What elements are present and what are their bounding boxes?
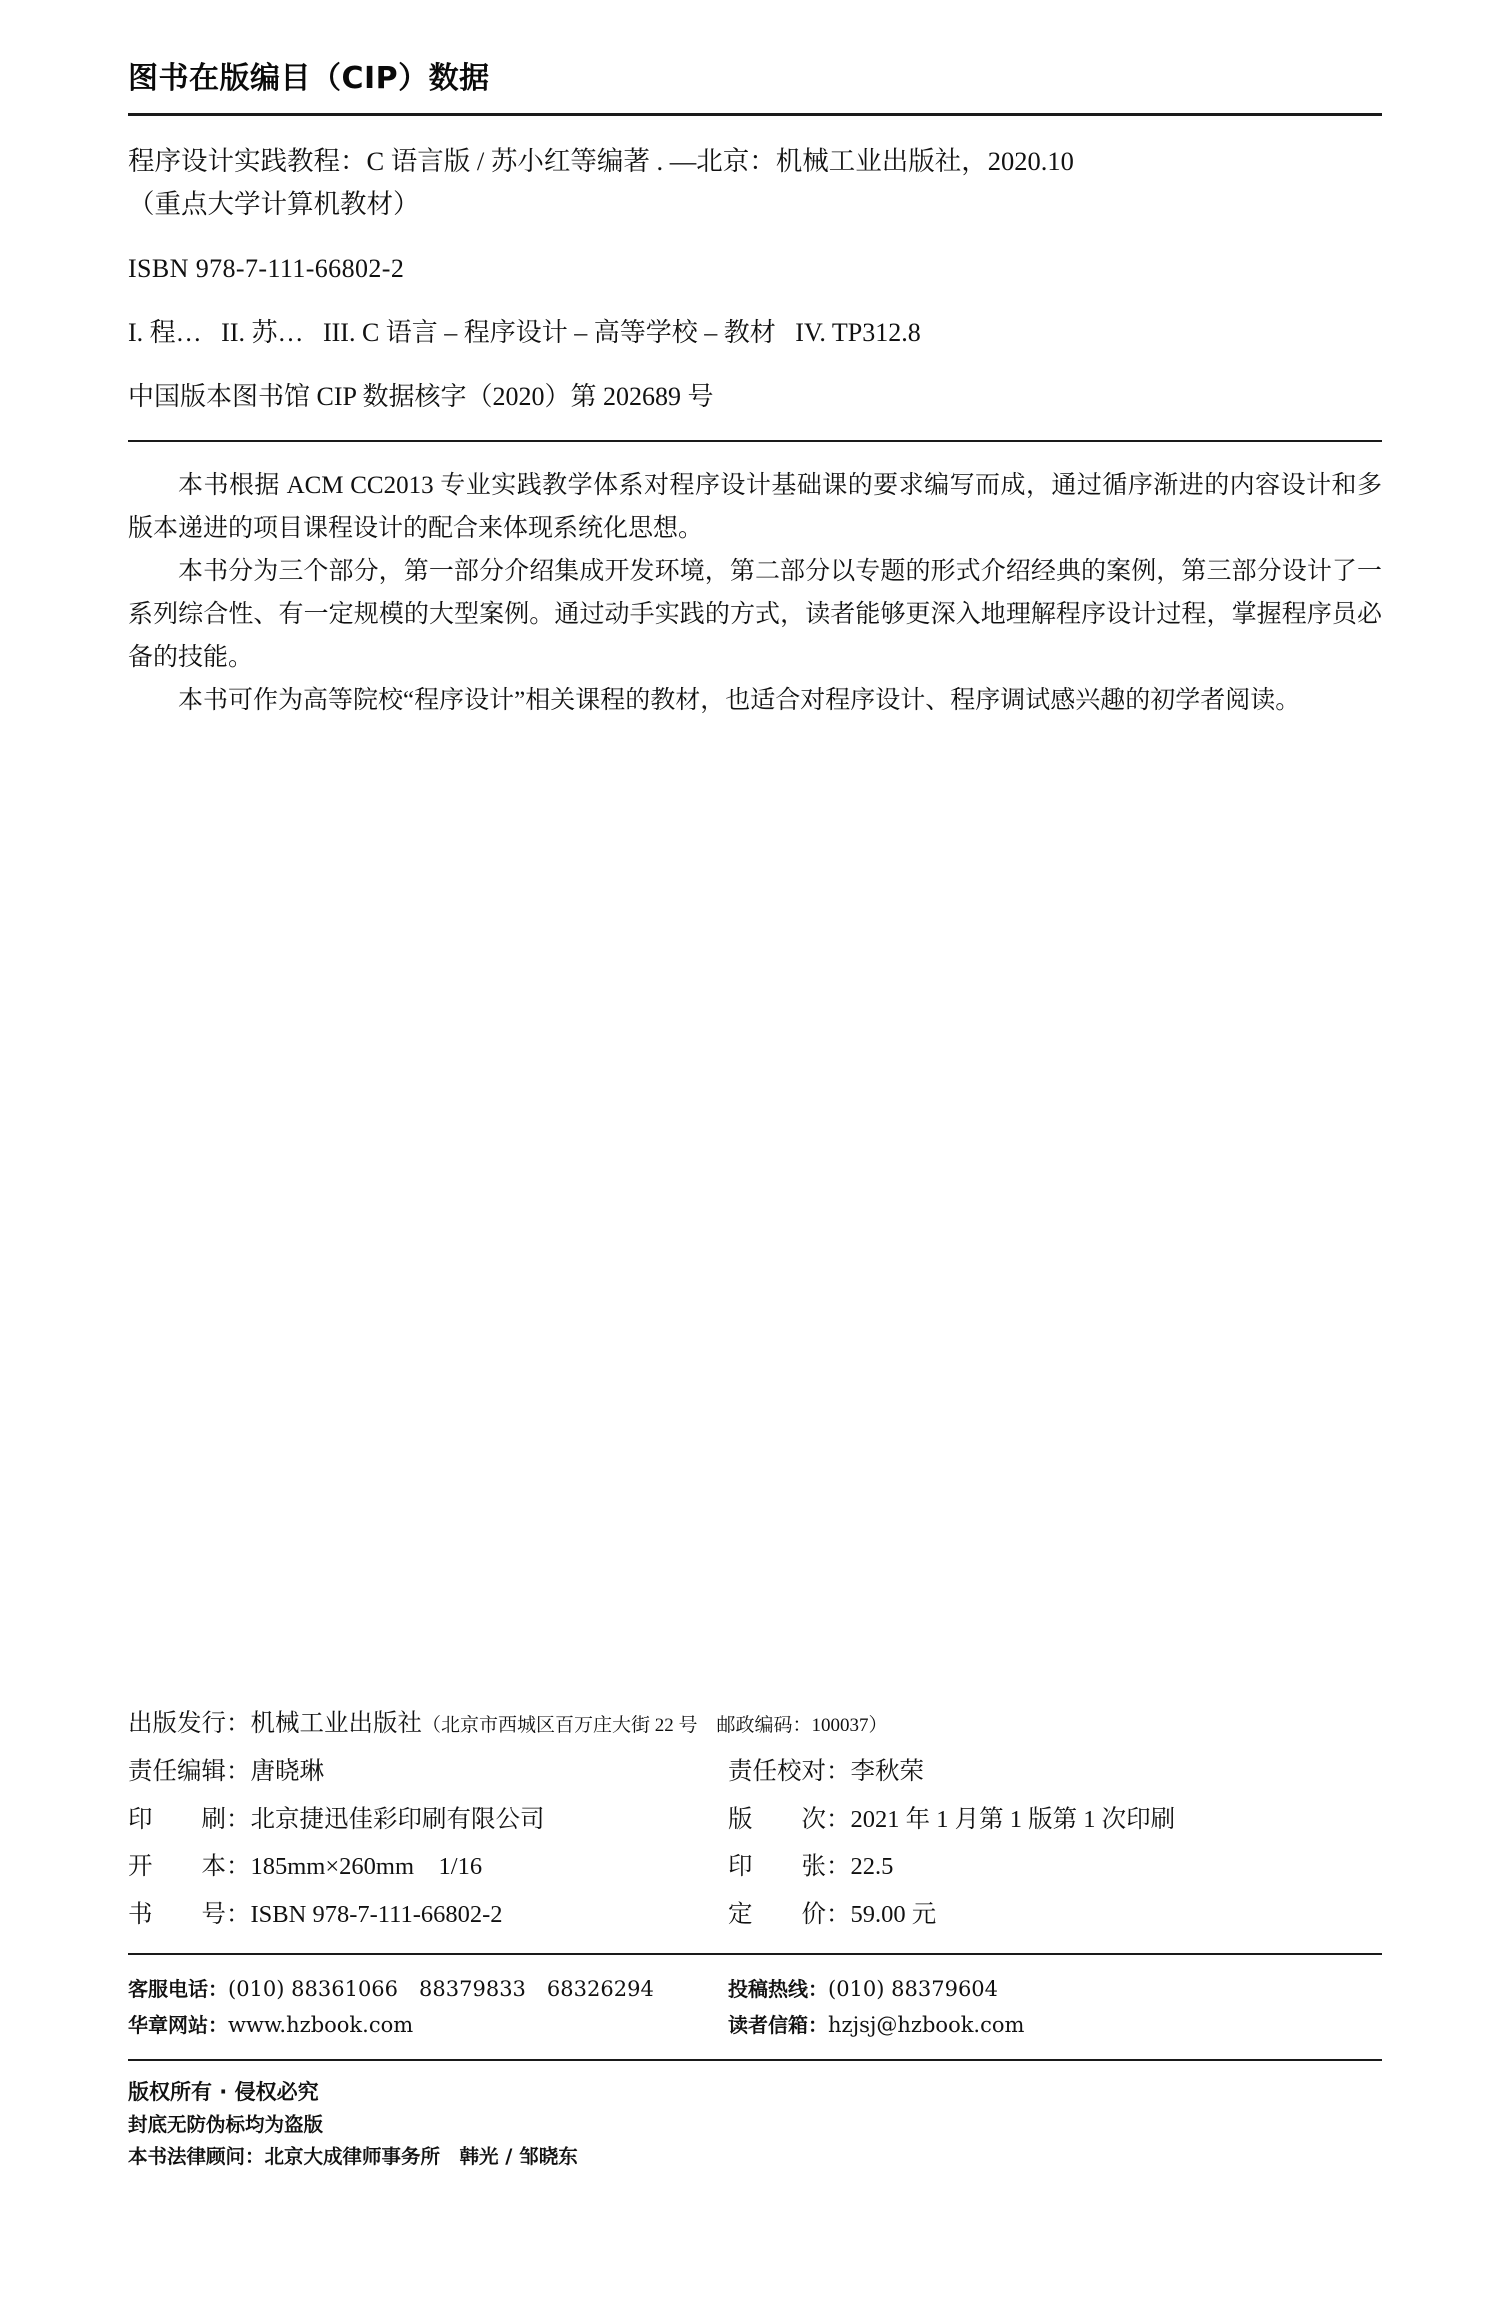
cip-title-line: 程序设计实践教程：C 语言版 / 苏小红等编著 . —北京：机械工业出版社，2020.10 bbox=[128, 146, 1074, 176]
service-phone bbox=[128, 1971, 728, 2007]
cip-heading-divider bbox=[128, 113, 1382, 116]
service-phone-label: 客服电话： bbox=[128, 1976, 228, 2001]
imprint-cell bbox=[128, 1748, 728, 1796]
imprint-cell bbox=[728, 1843, 1382, 1891]
publisher-label: 出版发行： bbox=[128, 1710, 251, 1737]
service-phone-value: (010) 88361066 88379833 68326294 bbox=[228, 1976, 654, 2001]
cip-classification: I. 程… II. 苏… III. C 语言 – 程序设计 – 高等学校 – 教材 IV. TP312.8 bbox=[128, 317, 921, 347]
website-value[interactable]: www.hzbook.com bbox=[228, 2012, 414, 2037]
reader-email-label: 读者信箱： bbox=[728, 2012, 828, 2037]
submission-hotline-value: (010) 88379604 bbox=[828, 1976, 999, 2001]
book-abstract bbox=[128, 464, 1382, 722]
imprint-value: 2021 年 1 月第 1 版第 1 次印刷 bbox=[850, 1805, 1176, 1833]
anti-counterfeit-statement: 封底无防伪标均为盗版 bbox=[128, 2113, 324, 2137]
imprint-cell bbox=[728, 1748, 1382, 1796]
imprint-divider bbox=[128, 1953, 1382, 1955]
imprint-cell bbox=[128, 1796, 728, 1844]
legal-notice bbox=[128, 2075, 1382, 2172]
imprint-cell bbox=[728, 1796, 1382, 1844]
imprint-row bbox=[128, 1748, 1382, 1796]
imprint-label: 定 价： bbox=[728, 1901, 851, 1929]
cip-record bbox=[128, 140, 1382, 418]
imprint-block bbox=[128, 1700, 1382, 1939]
imprint-cell bbox=[128, 1891, 728, 1939]
publisher-name: 机械工业出版社 bbox=[250, 1710, 422, 1737]
imprint-value: 59.00 元 bbox=[850, 1901, 937, 1929]
abstract-paragraph: 本书可作为高等院校“程序设计”相关课程的教材，也适合对程序设计、程序调试感兴趣的初学者阅读。 bbox=[178, 687, 1301, 715]
legal-counsel-statement: 本书法律顾问：北京大成律师事务所 韩光 / 邹晓东 bbox=[128, 2144, 578, 2168]
imprint-label: 书 号： bbox=[128, 1901, 251, 1929]
imprint-value: 唐晓琳 bbox=[250, 1757, 324, 1785]
submission-hotline bbox=[728, 1971, 1382, 2007]
copyright-statement: 版权所有 · 侵权必究 bbox=[128, 2080, 319, 2105]
imprint-value: 22.5 bbox=[850, 1853, 894, 1881]
publisher-address: （北京市西城区百万庄大街 22 号 邮政编码：100037） bbox=[422, 1715, 888, 1736]
abstract-paragraph: 本书分为三个部分，第一部分介绍集成开发环境，第二部分以专题的形式介绍经典的案例，第三部分设计了一系列综合性、有一定规模的大型案例。通过动手实践的方式，读者能够更深入地理解程序设计过程，掌握程序员必备的技能。 bbox=[128, 558, 1382, 672]
imprint-label: 开 本： bbox=[128, 1853, 251, 1881]
publisher-line bbox=[128, 1700, 888, 1748]
imprint-label: 印 张： bbox=[728, 1853, 851, 1881]
cip-record-divider bbox=[128, 440, 1382, 442]
imprint-publisher-row bbox=[128, 1700, 1382, 1748]
imprint-cell bbox=[128, 1843, 728, 1891]
imprint-label: 版 次： bbox=[728, 1805, 851, 1833]
reader-email bbox=[728, 2007, 1382, 2043]
imprint-value: ISBN 978-7-111-66802-2 bbox=[250, 1901, 503, 1929]
imprint-row bbox=[128, 1796, 1382, 1844]
imprint-label: 印 刷： bbox=[128, 1805, 251, 1833]
imprint-value: 185mm×260mm 1/16 bbox=[250, 1853, 483, 1881]
contact-block bbox=[128, 1971, 1382, 2043]
reader-email-value[interactable]: hzjsj@hzbook.com bbox=[828, 2012, 1025, 2037]
submission-hotline-label: 投稿热线： bbox=[728, 1976, 828, 2001]
abstract-paragraph: 本书根据 ACM CC2013 专业实践教学体系对程序设计基础课的要求编写而成，通过循序渐进的内容设计和多版本递进的项目课程设计的配合来体现系统化思想。 bbox=[128, 472, 1382, 543]
contact-row bbox=[128, 1971, 1382, 2007]
cip-heading: 图书在版编目（CIP）数据 bbox=[128, 61, 490, 96]
imprint-label: 责任编辑： bbox=[128, 1757, 251, 1785]
cip-series-line: （重点大学计算机教材） bbox=[128, 188, 420, 219]
website-label: 华章网站： bbox=[128, 2012, 228, 2037]
imprint-cell bbox=[728, 1891, 1382, 1939]
colophon bbox=[128, 1700, 1382, 2172]
imprint-row bbox=[128, 1843, 1382, 1891]
contacts-divider bbox=[128, 2059, 1382, 2061]
website bbox=[128, 2007, 728, 2043]
imprint-value: 李秋荣 bbox=[850, 1757, 924, 1785]
cip-isbn: ISBN 978-7-111-66802-2 bbox=[128, 253, 405, 283]
cip-number: 中国版本图书馆 CIP 数据核字（2020）第 202689 号 bbox=[128, 382, 714, 412]
imprint-label: 责任校对： bbox=[728, 1757, 851, 1785]
imprint-value: 北京捷迅佳彩印刷有限公司 bbox=[250, 1805, 545, 1833]
imprint-row bbox=[128, 1891, 1382, 1939]
contact-row bbox=[128, 2007, 1382, 2043]
